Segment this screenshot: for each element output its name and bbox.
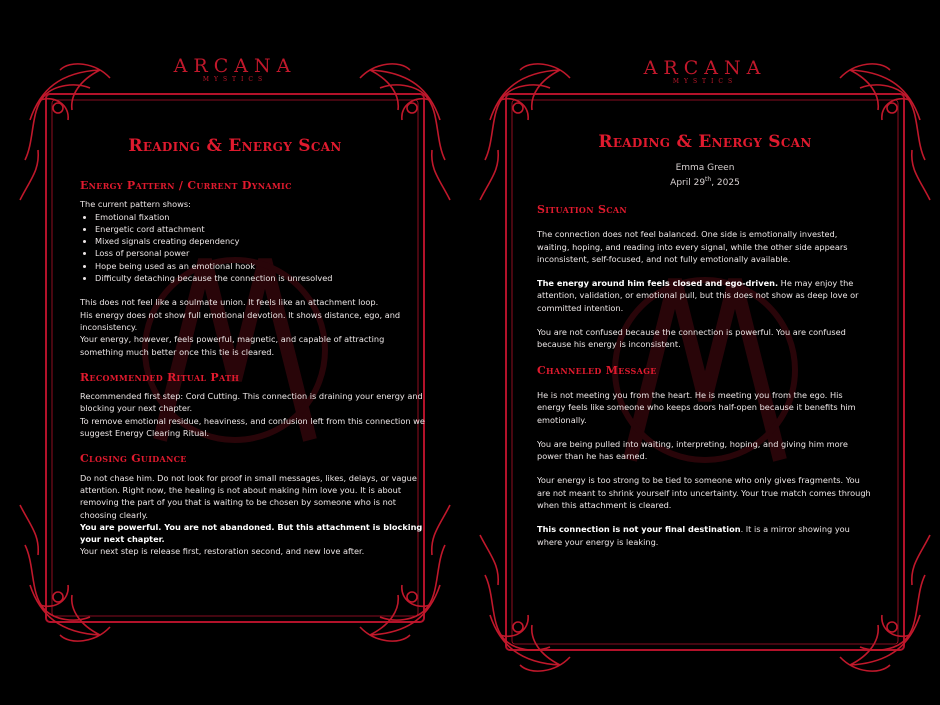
section-heading-ritual: Recommended Ritual Path xyxy=(80,370,240,384)
pattern-line: Your energy, however, feels powerful, magnetic, and capable of attracting something much better once this tie is cleared. xyxy=(80,334,385,357)
ritual-line: Recommended first step: Cord Cutting. This connection is draining your energy and blocking your next chapter. xyxy=(80,391,423,414)
brand-logo xyxy=(0,56,470,84)
client-name: Emma Green xyxy=(675,163,735,173)
corner-flourish-bottom-left xyxy=(480,535,570,671)
brand-name: ARCANA xyxy=(173,55,297,77)
closing-final: Your next step is release first, restoration second, and new love after. xyxy=(80,546,365,557)
message-paragraph: You are being pulled into waiting, interpreting, hoping, and giving him more power than he has earned. xyxy=(537,438,848,462)
list-item: • Hope being used as an emotional hook xyxy=(95,260,425,272)
closing-bold-statement: You are powerful. You are not abandoned. But this attachment is blocking your next chapter. xyxy=(80,521,423,545)
pattern-intro: The current pattern shows: xyxy=(80,199,191,210)
right-page xyxy=(470,0,940,705)
section-heading-energy-pattern: Energy Pattern / Current Dynamic xyxy=(80,179,292,192)
situation-paragraph: You are not confused because the connection is powerful. You are confused because his energy is inconsistent. xyxy=(537,327,846,350)
section-heading-message: Channeled Message xyxy=(537,363,657,377)
section-heading-closing: Closing Guidance xyxy=(80,452,187,466)
list-item: • Loss of personal power xyxy=(95,247,425,259)
ritual-line: To remove emotional residue, heaviness, and confusion left from this connection we suggest Energy Clearing Ritual. xyxy=(80,415,425,439)
message-paragraph: Your energy is too strong to be tied to someone who only gives fragments. You are not meant to shrink yourself into uncertainty. Your true match comes through when this attachment is cleared. xyxy=(537,475,871,511)
brand-subtitle: MYSTICS xyxy=(672,78,738,85)
closing-body: Do not chase him. Do not look for proof in small messages, likes, delays, or vague attention. Right now, the healing is not about making him love you. It is about removing the part of you that is waiting to be chosen by someone who is not choosing clearly. xyxy=(80,472,417,520)
right-content xyxy=(537,204,872,548)
brand-logo xyxy=(470,58,940,86)
brand-name: ARCANA xyxy=(643,57,767,79)
list-item: • Mixed signals creating dependency xyxy=(95,235,425,247)
message-paragraph: He is not meeting you from the heart. He is meeting you from the ego. His energy feels like someone who keeps doors half-open because it benefits him emotionally. xyxy=(537,389,856,425)
message-paragraph: This connection is not your final destination. It is a mirror showing you where your energy is leaking. xyxy=(537,524,850,547)
brand-subtitle: MYSTICS xyxy=(202,76,268,83)
pattern-line: This does not feel like a soulmate union. It feels like an attachment loop. xyxy=(80,297,379,308)
pattern-line: His energy does not show full emotional devotion. It shows distance, ego, and inconsistency. xyxy=(80,309,401,332)
situation-paragraph: The connection does not feel balanced. One side is emotionally invested, waiting, hoping, and reading into every signal, while the other side appears inconsistent, self-focused, and not fully emotionally available. xyxy=(537,229,848,264)
corner-flourish-bottom-right xyxy=(840,535,930,671)
left-content xyxy=(80,180,425,558)
list-item: • Difficulty detaching because the connection is unresolved xyxy=(95,272,425,284)
reading-date: April 29th, 2025 xyxy=(670,176,740,188)
list-item: • Emotional fixation xyxy=(95,211,425,223)
list-item: • Energetic cord attachment xyxy=(95,223,425,235)
pattern-list xyxy=(80,211,425,285)
page-title: Reading & Energy Scan xyxy=(598,132,812,152)
page-title: Reading & Energy Scan xyxy=(128,136,342,156)
section-heading-situation: Situation Scan xyxy=(537,203,627,216)
situation-paragraph: The energy around him feels closed and ego-driven. He may enjoy the attention, validation, or emotional pull, but this does not show as deep love or committed intention. xyxy=(537,278,859,313)
